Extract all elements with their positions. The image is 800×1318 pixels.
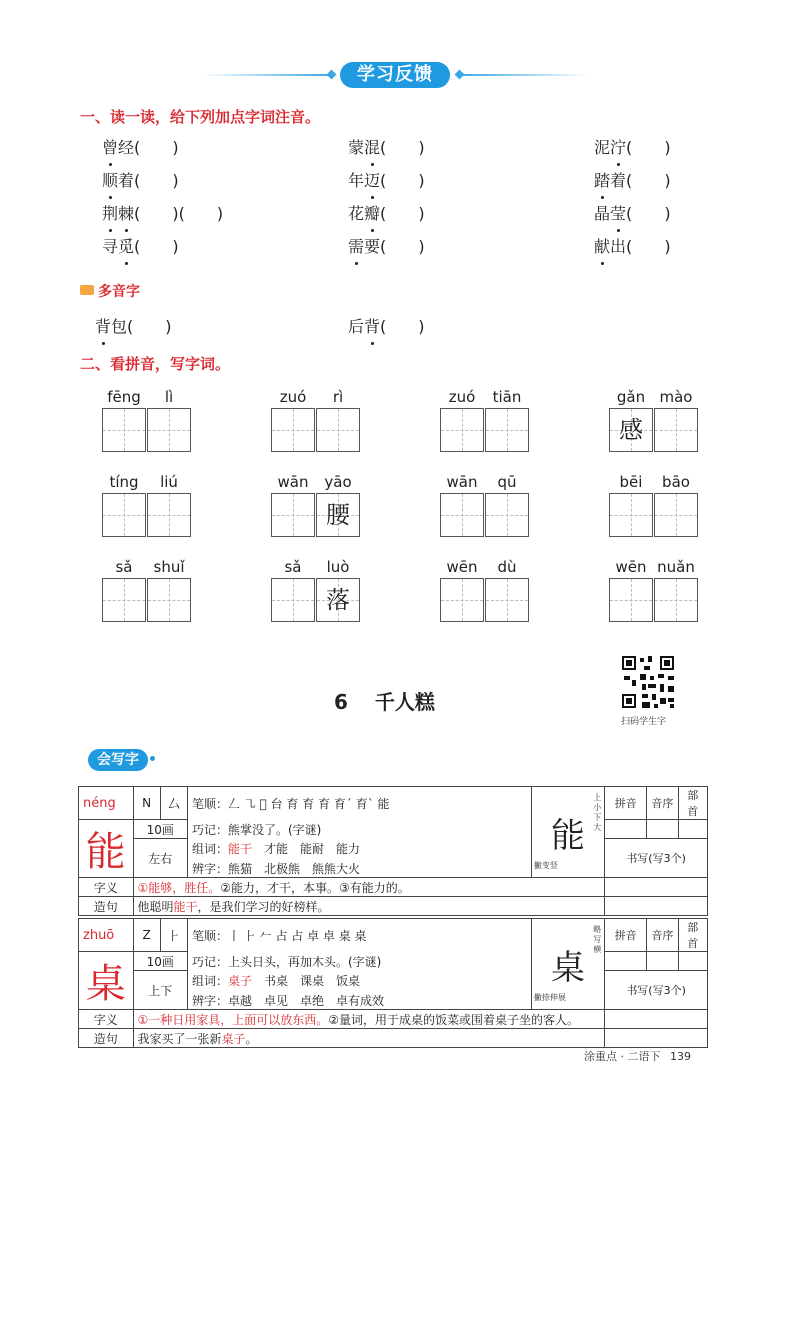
pinyin-label: wān bbox=[277, 473, 309, 491]
polyphone-icon bbox=[80, 285, 94, 295]
writing-cell[interactable] bbox=[609, 578, 653, 622]
reading-word: 顺着( ) bbox=[102, 168, 179, 191]
answer-index[interactable] bbox=[647, 820, 678, 839]
card-big-char: 桌 bbox=[79, 952, 134, 1010]
writing-cell[interactable] bbox=[271, 493, 315, 537]
card-big-char: 能 bbox=[79, 820, 134, 878]
cell-char bbox=[655, 409, 697, 451]
lesson-title: 千人糕 bbox=[374, 690, 435, 714]
card-sentence: 他聪明能干，是我们学习的好榜样。 bbox=[133, 897, 605, 916]
pinyin-label: wēn bbox=[446, 558, 478, 576]
reading-word: 献出( ) bbox=[594, 234, 671, 257]
card-meaning: ①一种日用家具，上面可以放东西。②量词，用于成桌的饭菜或围着桌子坐的客人。 bbox=[133, 1010, 605, 1029]
header-radical: 部首 bbox=[678, 919, 707, 952]
pinyin-label: tiān bbox=[492, 388, 522, 406]
header-pinyin: 拼音 bbox=[605, 919, 647, 952]
writing-cell[interactable] bbox=[147, 578, 191, 622]
card-structure: 上下 bbox=[133, 971, 188, 1010]
writing-cell[interactable] bbox=[147, 408, 191, 452]
card-meaning: ①能够，胜任。②能力，才干，本事。③有能力的。 bbox=[133, 878, 605, 897]
side-note-left: 撇捺伸展 bbox=[533, 993, 566, 1002]
polyphone-header bbox=[80, 281, 140, 301]
banner-line-left bbox=[200, 74, 330, 76]
writing-cell[interactable] bbox=[147, 493, 191, 537]
card-mnemonic: 巧记：熊掌没了。(字谜) bbox=[188, 820, 532, 839]
header-pinyin: 拼音 bbox=[605, 787, 647, 820]
cell-char bbox=[272, 409, 314, 451]
cell-char bbox=[610, 494, 652, 536]
reading-word: 寻觅( ) bbox=[102, 234, 179, 257]
answer-index[interactable] bbox=[647, 952, 678, 971]
cell-char: 落 bbox=[326, 586, 350, 614]
pinyin-label: rì bbox=[332, 388, 344, 406]
pinyin-label: bēi bbox=[619, 473, 643, 491]
cell-char bbox=[148, 579, 190, 621]
meaning-label: 字义 bbox=[79, 1010, 134, 1029]
writing-cell[interactable] bbox=[316, 578, 360, 622]
pinyin-label: sǎ bbox=[115, 558, 133, 576]
banner-line-right bbox=[460, 74, 590, 76]
page-number: 139 bbox=[670, 1050, 691, 1063]
pinyin-label: luò bbox=[326, 558, 350, 576]
cell-char: 感 bbox=[619, 416, 643, 444]
polyphone-item-rest: ( ) bbox=[380, 317, 425, 336]
reading-word: 花瓣( ) bbox=[348, 201, 425, 224]
lesson-heading bbox=[334, 686, 435, 715]
cell-char bbox=[441, 494, 483, 536]
cell-char bbox=[486, 579, 528, 621]
write-chars-label: 会写字 bbox=[88, 749, 148, 771]
writing-cell[interactable] bbox=[271, 578, 315, 622]
cell-char bbox=[317, 409, 359, 451]
pinyin-label: zuó bbox=[279, 388, 307, 406]
section-banner bbox=[200, 60, 590, 90]
reading-word: 踏着( ) bbox=[594, 168, 671, 191]
card-pinyin: néng bbox=[79, 787, 134, 820]
polyphone-item-rest: 包( ) bbox=[111, 317, 172, 336]
writing-cell[interactable] bbox=[102, 578, 146, 622]
answer-radical[interactable] bbox=[678, 952, 707, 971]
writing-cell[interactable] bbox=[485, 408, 529, 452]
writing-cell[interactable] bbox=[609, 408, 653, 452]
cell-char bbox=[103, 579, 145, 621]
pinyin-label: qū bbox=[497, 473, 517, 491]
writing-cell[interactable] bbox=[316, 493, 360, 537]
meaning-label: 字义 bbox=[79, 878, 134, 897]
writing-cell[interactable] bbox=[654, 493, 698, 537]
char-card bbox=[78, 918, 708, 1048]
reading-word: 泥泞( ) bbox=[594, 135, 671, 158]
card-words: 组词：桌子 书桌 课桌 饭桌 bbox=[188, 971, 532, 992]
writing-cell[interactable] bbox=[654, 408, 698, 452]
card-index: N bbox=[133, 787, 160, 820]
answer-pinyin[interactable] bbox=[605, 820, 647, 839]
banner-title: 学习反馈 bbox=[340, 62, 450, 88]
cell-char: 腰 bbox=[326, 501, 350, 529]
page-footer bbox=[584, 1048, 691, 1064]
reading-word: 需要( ) bbox=[348, 234, 425, 257]
cell-char bbox=[148, 494, 190, 536]
answer-pinyin[interactable] bbox=[605, 952, 647, 971]
pinyin-label: wān bbox=[446, 473, 478, 491]
demo-char: 桌 bbox=[551, 947, 586, 988]
side-note-top: 上小下大 bbox=[593, 793, 602, 832]
writing-cell[interactable] bbox=[440, 578, 484, 622]
writing-cell[interactable] bbox=[485, 493, 529, 537]
reading-word: 蒙混( ) bbox=[348, 135, 425, 158]
card-stroke-order: 笔顺：𠃋 ㇈ 𠂋 台 育 育 育 育ˊ 育ˋ 能 bbox=[188, 787, 532, 820]
write-label: 书写(写3个) bbox=[605, 971, 708, 1010]
card-stroke-count: 10画 bbox=[133, 820, 188, 839]
header-index: 音序 bbox=[647, 787, 678, 820]
polyphone-item-rest: 后 bbox=[348, 317, 365, 336]
pinyin-label: lì bbox=[164, 388, 174, 406]
card-distinguish: 辨字：熊猫 北极熊 熊熊大火 bbox=[188, 859, 532, 878]
card-radical: ⺊ bbox=[160, 919, 187, 952]
writing-cell[interactable] bbox=[609, 493, 653, 537]
write-box[interactable] bbox=[605, 1010, 708, 1029]
cell-char bbox=[148, 409, 190, 451]
writing-cell[interactable] bbox=[440, 493, 484, 537]
pinyin-label: shuǐ bbox=[153, 558, 185, 576]
banner-diamond-icon bbox=[327, 70, 337, 80]
cell-char bbox=[655, 579, 697, 621]
writing-cell[interactable] bbox=[102, 408, 146, 452]
pinyin-label: yāo bbox=[324, 473, 352, 491]
section2-title: 二、看拼音，写字词。 bbox=[80, 355, 231, 373]
card-distinguish: 辨字：卓越 卓见 卓绝 卓有成效 bbox=[188, 991, 532, 1010]
reading-word: 年迈( ) bbox=[348, 168, 425, 191]
writing-cell[interactable] bbox=[440, 408, 484, 452]
cell-char bbox=[655, 494, 697, 536]
section1-title: 一、读一读，给下列加点字词注音。 bbox=[80, 108, 321, 126]
card-char-demo bbox=[531, 919, 604, 1010]
qr-code-icon[interactable] bbox=[620, 654, 676, 710]
card-index: Z bbox=[133, 919, 160, 952]
writing-cell[interactable] bbox=[654, 578, 698, 622]
polyphone-item: 后背( ) bbox=[348, 314, 425, 337]
pinyin-label: fēng bbox=[107, 388, 141, 406]
side-note-top: 略写横 bbox=[593, 925, 602, 954]
card-radical: 厶 bbox=[160, 787, 187, 820]
polyphone-item: 背包( ) bbox=[95, 314, 172, 337]
cell-char bbox=[272, 579, 314, 621]
card-words: 组词：能干 才能 能耐 能力 bbox=[188, 839, 532, 860]
label-dot-icon bbox=[150, 756, 155, 761]
cell-char bbox=[486, 409, 528, 451]
reading-word: 晶莹( ) bbox=[594, 201, 671, 224]
pinyin-label: liú bbox=[160, 473, 178, 491]
pinyin-label: dù bbox=[497, 558, 517, 576]
char-card bbox=[78, 786, 708, 916]
reading-word: 荆棘( )( ) bbox=[102, 201, 223, 224]
cell-char bbox=[486, 494, 528, 536]
sentence-label: 造句 bbox=[79, 897, 134, 916]
qr-caption: 扫码学生字 bbox=[621, 717, 667, 727]
write-box[interactable] bbox=[605, 1029, 708, 1048]
writing-cell[interactable] bbox=[271, 408, 315, 452]
reading-word: 曾经( ) bbox=[102, 135, 179, 158]
writing-cell[interactable] bbox=[102, 493, 146, 537]
pinyin-label: sǎ bbox=[284, 558, 302, 576]
cell-char bbox=[103, 494, 145, 536]
sentence-label: 造句 bbox=[79, 1029, 134, 1048]
card-stroke-order: 笔顺：丨 ⺊ 𠂉 占 占 卓 卓 桌 桌 bbox=[188, 919, 532, 952]
pinyin-label: gǎn bbox=[616, 388, 646, 406]
writing-cell[interactable] bbox=[316, 408, 360, 452]
lesson-number: 6 bbox=[334, 690, 348, 714]
header-index: 音序 bbox=[647, 919, 678, 952]
card-mnemonic: 巧记：上头日头，再加木头。(字谜) bbox=[188, 952, 532, 971]
cell-char bbox=[441, 409, 483, 451]
demo-char: 能 bbox=[551, 815, 586, 856]
side-note-left: 撇变竖 bbox=[533, 861, 558, 870]
cell-char bbox=[272, 494, 314, 536]
write-box[interactable] bbox=[605, 897, 708, 916]
answer-radical[interactable] bbox=[678, 820, 707, 839]
card-pinyin: zhuō bbox=[79, 919, 134, 952]
pinyin-label: tíng bbox=[109, 473, 139, 491]
polyphone-label: 多音字 bbox=[98, 284, 140, 300]
cell-char bbox=[610, 579, 652, 621]
pinyin-label: mào bbox=[659, 388, 693, 406]
writing-cell[interactable] bbox=[485, 578, 529, 622]
card-structure: 左右 bbox=[133, 839, 188, 878]
pinyin-label: zuó bbox=[448, 388, 476, 406]
footer-text: 涂重点 · 二语下 bbox=[584, 1050, 661, 1063]
cell-char bbox=[441, 579, 483, 621]
cell-char bbox=[103, 409, 145, 451]
pinyin-label: nuǎn bbox=[657, 558, 695, 576]
write-label: 书写(写3个) bbox=[605, 839, 708, 878]
pinyin-label: bāo bbox=[662, 473, 690, 491]
pinyin-label: wēn bbox=[615, 558, 647, 576]
card-char-demo bbox=[531, 787, 604, 878]
card-sentence: 我家买了一张新桌子。 bbox=[133, 1029, 605, 1048]
card-stroke-count: 10画 bbox=[133, 952, 188, 971]
header-radical: 部首 bbox=[678, 787, 707, 820]
write-box[interactable] bbox=[605, 878, 708, 897]
